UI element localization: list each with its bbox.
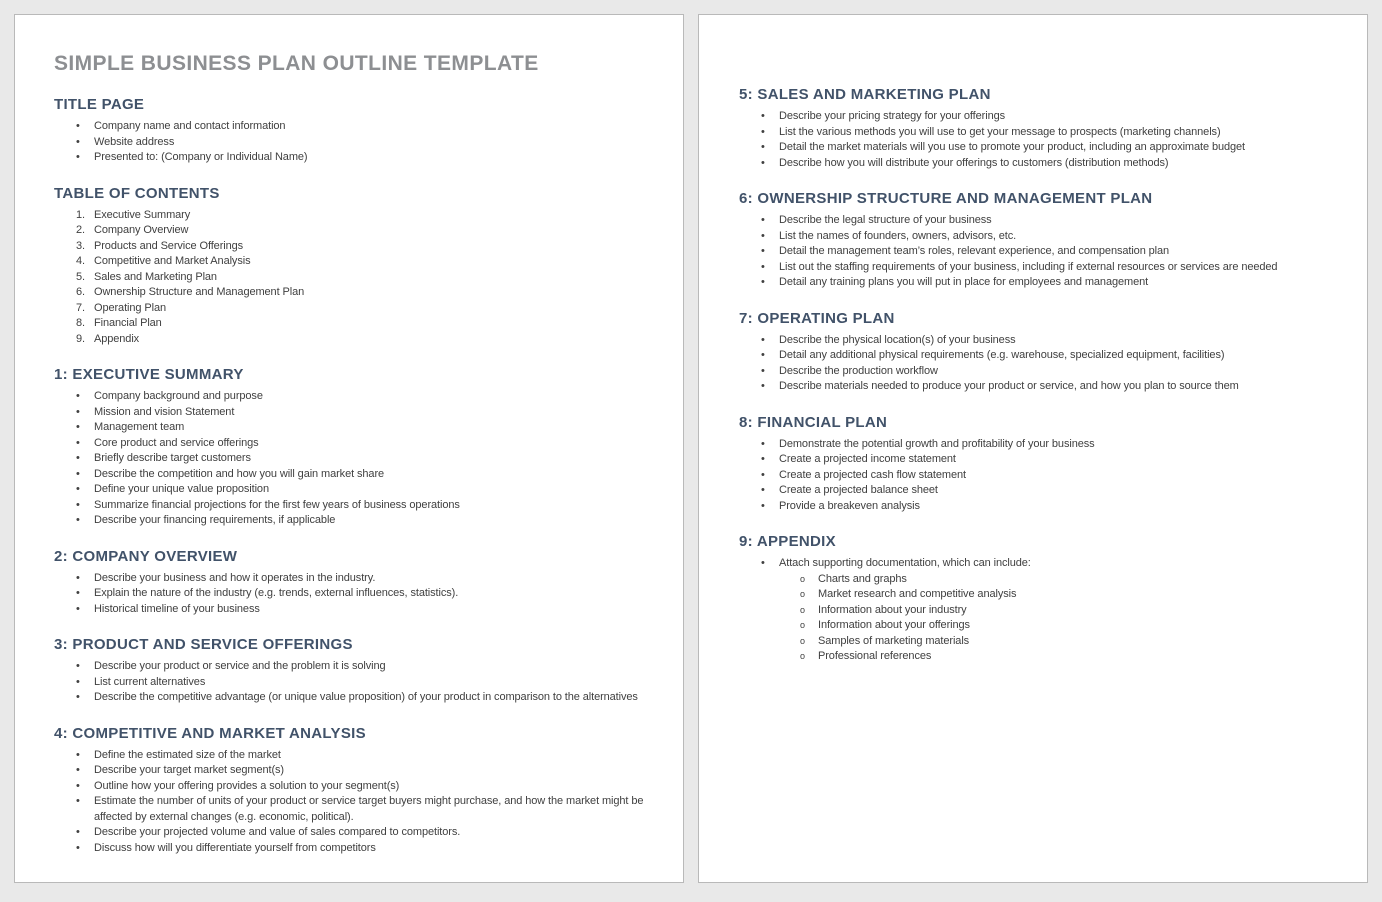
bullet-list (739, 213, 1351, 291)
list-item-text: Describe your product or service and the problem it is solving (94, 660, 386, 672)
list-item (54, 389, 667, 405)
list-item (739, 260, 1351, 276)
list-item (54, 763, 667, 779)
list-item-text: List current alternatives (94, 675, 206, 688)
list-item (54, 119, 667, 135)
list-item (54, 602, 667, 618)
bullet-list (54, 748, 667, 857)
bullet-list (54, 389, 667, 529)
page-1-content (54, 95, 667, 856)
bullet-list (54, 571, 667, 618)
sub-list-item: o Charts and graphs (779, 572, 1351, 588)
page-1 (14, 14, 684, 883)
list-item (739, 213, 1351, 229)
section-heading: 8: FINANCIAL PLAN (739, 413, 888, 431)
list-item (54, 316, 667, 332)
list-item (54, 285, 667, 301)
list-item (54, 332, 667, 348)
list-item-text: Financial Plan (94, 317, 162, 329)
list-item (54, 748, 667, 764)
list-item-text: Explain the nature of the industry (e.g. trends, external influences, statistics). (94, 587, 459, 599)
list-item (54, 779, 667, 795)
list-item-text: Presented to: (Company or Individual Name) (94, 151, 308, 163)
list-item (54, 690, 667, 706)
list-item-text: Create a projected balance sheet (779, 484, 938, 496)
list-item (54, 841, 667, 857)
list-item (54, 208, 667, 224)
list-item-text: Describe the legal structure of your business (779, 214, 992, 226)
list-item (739, 468, 1351, 484)
document-title: SIMPLE BUSINESS PLAN OUTLINE TEMPLATE (54, 52, 539, 75)
list-item-text: Operating Plan (94, 301, 166, 314)
list-item (739, 556, 1351, 665)
list-item (54, 825, 667, 841)
list-item-text: Detail any training plans you will put in place for employees and management (779, 276, 1149, 288)
bullet-list (54, 119, 667, 166)
list-item (54, 150, 667, 166)
list-item (54, 135, 667, 151)
section-heading: 2: COMPANY OVERVIEW (54, 547, 238, 565)
list-item (54, 254, 667, 270)
list-item-text: Executive Summary (94, 208, 191, 221)
section-heading: 7: OPERATING PLAN (739, 309, 895, 327)
list-item-text: Outline how your offering provides a solution to your segment(s) (94, 779, 400, 792)
sub-bullet-list (779, 572, 1351, 665)
list-item (54, 239, 667, 255)
list-item (739, 452, 1351, 468)
bullet-list (739, 437, 1351, 515)
list-item (54, 436, 667, 452)
list-item-text: Historical timeline of your business (94, 602, 260, 615)
list-item-text: Appendix (94, 332, 140, 345)
list-item (54, 270, 667, 286)
sub-list-item: o Information about your industry (779, 603, 1351, 619)
list-item (739, 333, 1351, 349)
bullet-list (739, 556, 1351, 665)
numbered-list (54, 208, 667, 348)
list-item-text: Detail any additional physical requirements (e.g. warehouse, specialized equipment, facilities) (779, 349, 1225, 361)
list-item (739, 499, 1351, 515)
sub-list-item: o Market research and competitive analysis (779, 587, 1351, 603)
list-item (739, 437, 1351, 453)
list-item-text: Create a projected cash flow statement (779, 468, 966, 481)
list-item (739, 348, 1351, 364)
list-item-text: Define the estimated size of the market (94, 748, 281, 761)
list-item-text: Demonstrate the potential growth and profitability of your business (779, 437, 1095, 450)
list-item-text: Estimate the number of units of your product or service target buyers might purchase, and how the market might be affected by external changes (e.g. economic, political). (94, 795, 644, 823)
sub-list-item: o Professional references (779, 649, 1351, 665)
list-item (54, 482, 667, 498)
list-item (739, 125, 1351, 141)
list-item-text: Describe the production workflow (779, 364, 938, 377)
section-heading: TABLE OF CONTENTS (54, 184, 220, 202)
list-item-text: Management team (94, 421, 185, 433)
list-item-text: Briefly describe target customers (94, 452, 251, 464)
section-heading: 1: EXECUTIVE SUMMARY (54, 366, 244, 383)
section-heading: 9: APPENDIX (739, 533, 836, 550)
list-item-text: Ownership Structure and Management Plan (94, 286, 305, 298)
bullet-list (739, 333, 1351, 395)
page-2-content (739, 85, 1351, 665)
sub-list-item: o Samples of marketing materials (779, 634, 1351, 650)
list-item (739, 156, 1351, 172)
list-item (739, 379, 1351, 395)
list-item (54, 223, 667, 239)
list-item (54, 301, 667, 317)
list-item-text: Competitive and Market Analysis (94, 255, 251, 267)
list-item (54, 513, 667, 529)
list-item (54, 571, 667, 587)
list-item-text: Detail the management team’s roles, relevant experience, and compensation plan (779, 245, 1170, 257)
list-item-text: Summarize financial projections for the first few years of business operations (94, 498, 460, 511)
list-item-text: Company name and contact information (94, 120, 286, 132)
list-item-text: Describe the physical location(s) of your business (779, 333, 1016, 346)
list-item-text: Describe your projected volume and value of sales compared to competitors. (94, 826, 461, 838)
list-item (54, 451, 667, 467)
list-item (739, 229, 1351, 245)
list-item (54, 675, 667, 691)
list-item (54, 659, 667, 675)
list-item-text: Company background and purpose (94, 390, 263, 402)
list-item (739, 483, 1351, 499)
section-heading: 4: COMPETITIVE AND MARKET ANALYSIS (54, 724, 366, 742)
list-item-text: List the names of founders, owners, advisors, etc. (779, 229, 1017, 242)
list-item (739, 244, 1351, 260)
list-item-text: Provide a breakeven analysis (779, 499, 920, 512)
list-item-text: Describe the competitive advantage (or unique value proposition) of your product in comparison to the alternatives (94, 691, 638, 703)
list-item (54, 586, 667, 602)
list-item-text: Describe your business and how it operates in the industry. (94, 571, 376, 584)
list-item-text: Describe the competition and how you will gain market share (94, 467, 385, 480)
list-item-text: Detail the market materials will you use to promote your product, including an approximate budget (779, 141, 1245, 153)
list-item-text: Create a projected income statement (779, 453, 956, 465)
list-item (54, 498, 667, 514)
list-item-text: Website address (94, 135, 175, 148)
list-item (739, 364, 1351, 380)
list-item-text: Mission and vision Statement (94, 405, 235, 418)
list-item (739, 109, 1351, 125)
list-item-text: Core product and service offerings (94, 436, 259, 449)
list-item (54, 420, 667, 436)
list-item-text: Sales and Marketing Plan (94, 270, 217, 283)
list-item-text: Define your unique value proposition (94, 483, 269, 495)
list-item-text: Company Overview (94, 224, 189, 236)
bullet-list (739, 109, 1351, 171)
section-heading: 6: OWNERSHIP STRUCTURE AND MANAGEMENT PLAN (739, 190, 1153, 207)
sub-list-item: o Information about your offerings (779, 618, 1351, 634)
list-item-text: Products and Service Offerings (94, 239, 244, 252)
list-item (739, 140, 1351, 156)
list-item-text: Describe your financing requirements, if applicable (94, 514, 336, 526)
bullet-list (54, 659, 667, 706)
list-item-text: List the various methods you will use to get your message to prospects (marketing channels) (779, 125, 1221, 138)
page-2 (698, 14, 1368, 883)
list-item-text: Discuss how will you differentiate yourself from competitors (94, 841, 376, 854)
section-heading: 5: SALES AND MARKETING PLAN (739, 86, 991, 103)
section-heading: TITLE PAGE (54, 96, 145, 113)
list-item (54, 467, 667, 483)
section-heading: 3: PRODUCT AND SERVICE OFFERINGS (54, 636, 353, 653)
list-item (739, 275, 1351, 291)
list-item-text: Describe materials needed to produce your product or service, and how you plan to source them (779, 380, 1239, 392)
list-item-text: Describe your pricing strategy for your offerings (779, 110, 1005, 122)
list-item (54, 794, 667, 825)
list-item-text: Attach supporting documentation, which can include: (779, 557, 1031, 569)
list-item-text: Describe how you will distribute your offerings to customers (distribution methods) (779, 156, 1169, 169)
list-item-text: Describe your target market segment(s) (94, 764, 284, 776)
list-item (54, 405, 667, 421)
list-item-text: List out the staffing requirements of your business, including if external resources or services are needed (779, 260, 1278, 273)
